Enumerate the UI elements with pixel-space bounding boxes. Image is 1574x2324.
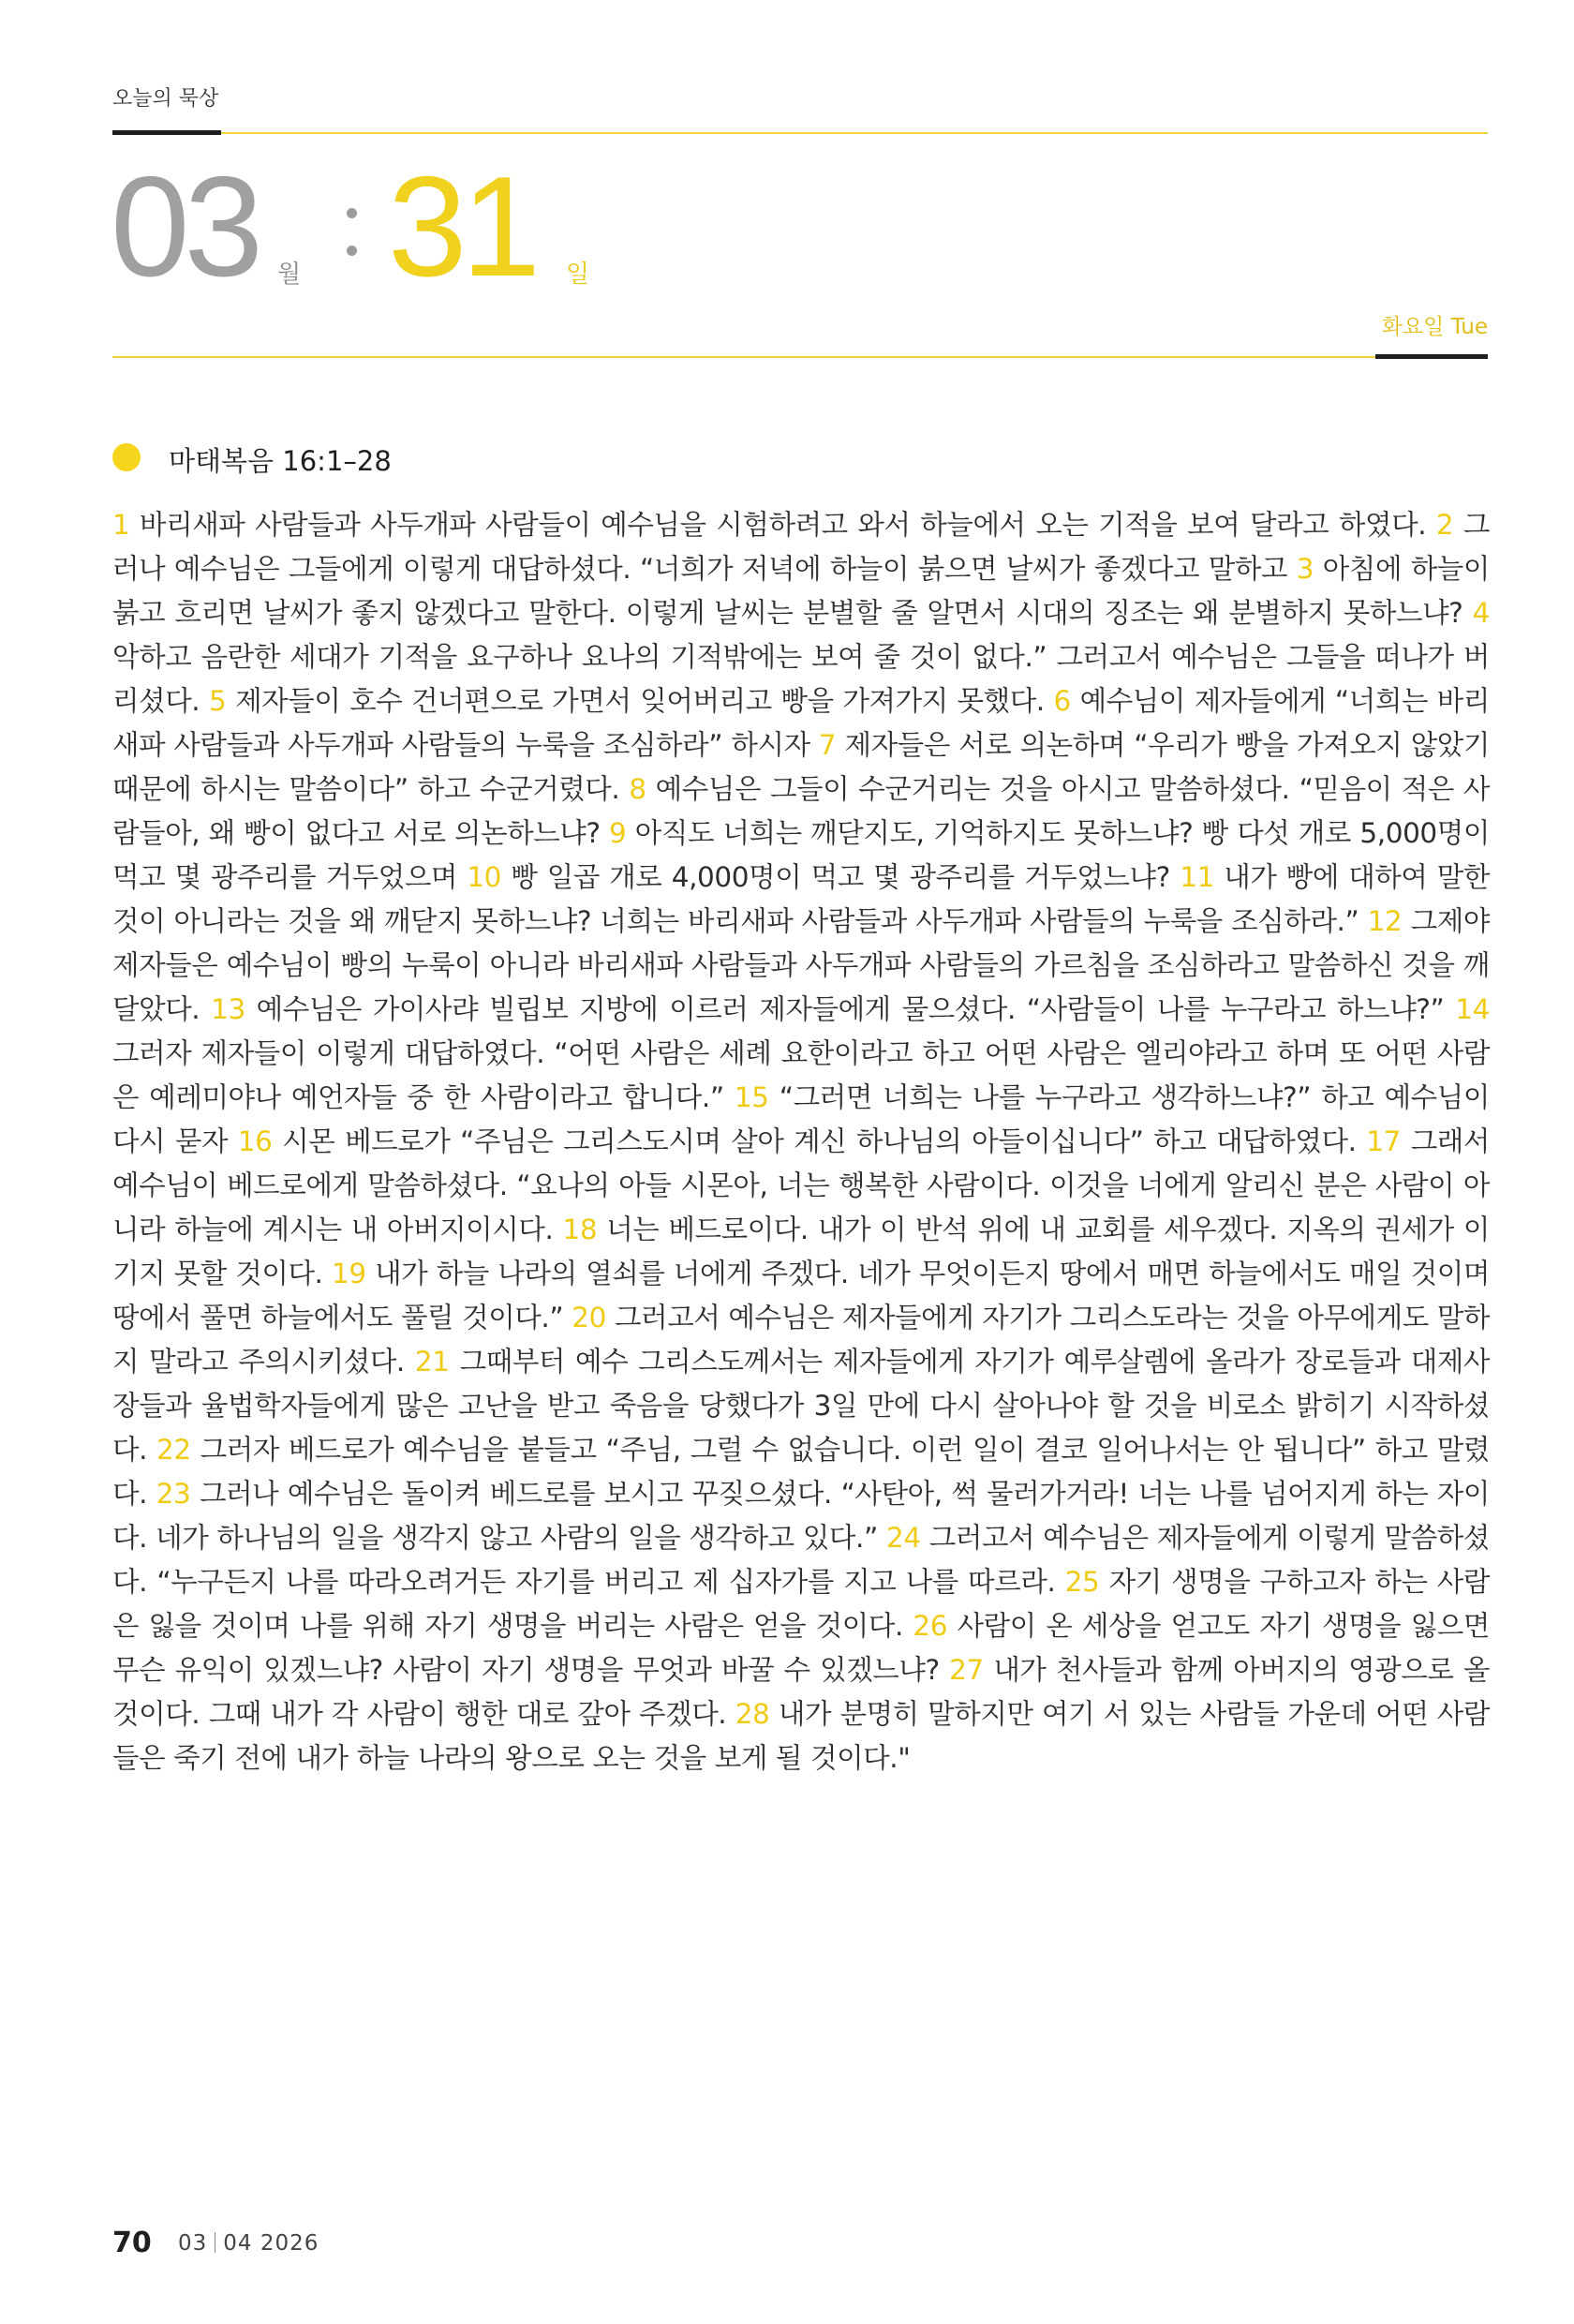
verse-number: 4 (1472, 597, 1490, 629)
weekday-label: 화요일 Tue (1381, 315, 1488, 339)
verse-number: 28 (735, 1698, 770, 1730)
verse-number: 19 (331, 1258, 366, 1289)
verse-text: 바리새파 사람들과 사두개파 사람들이 예수님을 시험하려고 와서 하늘에서 오는 기적을 보여 달라고 하였다. (129, 509, 1436, 541)
verse-text: 너는 베드로이다. 내가 이 반석 위에 내 교회를 세우겠다. 지옥의 권세가 이기지 못할 것이다. (112, 1214, 1490, 1289)
verse-text: 그러자 제자들이 이렇게 대답하였다. “어떤 사람은 세례 요한이라고 하고 어떤 사람은 엘리야라고 하며 또 어떤 사람은 예레미야나 예언자들 중 한 사람이라고 합니다.” (112, 1037, 1490, 1113)
verse-number: 16 (237, 1125, 273, 1157)
verse-text: 내가 하늘 나라의 열쇠를 너에게 주겠다. 네가 무엇이든지 땅에서 매면 하늘에서도 매일 것이며 땅에서 풀면 하늘에서도 풀릴 것이다.” (112, 1258, 1491, 1333)
verse-number: 18 (562, 1214, 598, 1245)
verse-text: 내가 빵에 대하여 말한 것이 아니라는 것을 왜 깨닫지 못하느냐? 너희는 바리새파 사람들과 사두개파 사람들의 누룩을 조심하라.” (112, 861, 1490, 937)
verse-text: 악하고 음란한 세대가 기적을 요구하나 요나의 기적밖에는 보여 줄 것이 없다.” 그러고서 예수님은 그들을 떠나가 버리셨다. (112, 641, 1490, 717)
verse-text: 제자들은 서로 의논하며 “우리가 빵을 가져오지 않았기 때문에 하시는 말씀이다” 하고 수군거렸다. (112, 729, 1490, 805)
verse-text: 자기 생명을 구하고자 하는 사람은 잃을 것이며 나를 위해 자기 생명을 버리는 사람은 얻을 것이다. (112, 1566, 1490, 1642)
verse-number: 10 (467, 861, 502, 893)
verse-text: 빵 일곱 개로 4,000명이 먹고 몇 광주리를 거두었느냐? (501, 861, 1180, 893)
header-rule (112, 356, 1488, 358)
verse-number: 8 (629, 773, 646, 805)
verse-number: 3 (1296, 553, 1314, 585)
verse-number: 14 (1455, 993, 1490, 1025)
verse-number: 22 (156, 1434, 191, 1466)
verse-number: 7 (818, 729, 837, 761)
verse-number: 15 (734, 1081, 769, 1113)
verse-text: 그러고서 예수님은 제자들에게 자기가 그리스도라는 것을 아무에게도 말하지 말라고 주의시키셨다. (112, 1302, 1491, 1378)
verse-text: 아침에 하늘이 붉고 흐리면 날씨가 좋지 않겠다고 말한다. 이렇게 날씨는 분별할 줄 알면서 시대의 징조는 왜 분별하지 못하느냐? (112, 553, 1491, 629)
verse-number: 1 (112, 509, 130, 541)
verse-number: 12 (1367, 905, 1403, 937)
verse-number: 20 (572, 1302, 607, 1333)
verse-number: 17 (1366, 1125, 1402, 1157)
date-colon-dot-bottom (347, 246, 357, 256)
verse-text: 아직도 너희는 깨닫지도, 기억하지도 못하느냐? 빵 다섯 개로 5,000명이 먹고 몇 광주리를 거두었으며 (112, 817, 1490, 893)
verse-text: 그러나 예수님은 그들에게 이렇게 대답하셨다. “너희가 저녁에 하늘이 붉으면 날씨가 좋겠다고 말하고 (112, 509, 1490, 585)
date-colon-dot-top (347, 208, 357, 218)
verse-text: 그러나 예수님은 돌이켜 베드로를 보시고 꾸짖으셨다. “사탄아, 썩 물러가거라! 너는 나를 넘어지게 하는 자이다. 네가 하나님의 일을 생각지 않고 사람의 일을 생각하고 있다.” (112, 1478, 1490, 1554)
verse-text: 그러고서 예수님은 제자들에게 이렇게 말씀하셨다. “누구든지 나를 따라오려거든 자기를 버리고 제 십자가를 지고 나를 따르라. (112, 1522, 1490, 1598)
verse-text: 그때부터 예수 그리스도께서는 제자들에게 자기가 예루살렘에 올라가 장로들과 대제사장들과 율법학자들에게 많은 고난을 받고 죽음을 당했다가 3일 만에 다시 살아나야 할 것을 비로소 밝히기 시작하셨다. (112, 1346, 1490, 1466)
verse-text: 그러자 베드로가 예수님을 붙들고 “주님, 그럴 수 없습니다. 이런 일이 결코 일어나서는 안 됩니다” 하고 말렸다. (112, 1434, 1490, 1510)
date-day: 31 (388, 147, 536, 306)
verse-number: 27 (949, 1654, 984, 1686)
verse-number: 11 (1180, 861, 1214, 893)
verse-text: 사람이 온 세상을 얻고도 자기 생명을 잃으면 무슨 유익이 있겠느냐? 사람이 자기 생명을 무엇과 바꿀 수 있겠느냐? (112, 1610, 1490, 1686)
verse-number: 9 (609, 817, 627, 849)
section-label: 오늘의 묵상 (112, 87, 219, 111)
date-month-unit: 월 (277, 261, 302, 289)
verse-text: 예수님이 제자들에게 “너희는 바리새파 사람들과 사두개파 사람들의 누룩을 조심하라” 하시자 (112, 685, 1490, 761)
verse-number: 24 (885, 1522, 921, 1554)
header-rule-accent (1375, 354, 1488, 359)
top-rule-accent (112, 130, 221, 135)
scripture-body (112, 503, 1490, 1780)
verse-number: 23 (156, 1478, 191, 1510)
footer-page-number: 70 (112, 2227, 152, 2259)
passage-reference: 마태복음 16:1–28 (169, 445, 392, 477)
verse-text: 내가 분명히 말하지만 여기 서 있는 사람들 가운데 어떤 사람들은 죽기 전에 내가 하늘 나라의 왕으로 오는 것을 보게 될 것이다." (112, 1698, 1490, 1774)
date-day-unit: 일 (566, 261, 590, 289)
verse-text: 예수님은 가이사랴 빌립보 지방에 이르러 제자들에게 물으셨다. “사람들이 나를 누구라고 하느냐?” (245, 993, 1456, 1025)
verse-text: “그러면 너희는 나를 누구라고 생각하느냐?” 하고 예수님이 다시 묻자 (112, 1081, 1490, 1157)
verse-text: 그래서 예수님이 베드로에게 말씀하셨다. “요나의 아들 시몬아, 너는 행복한 사람이다. 이것을 너에게 알리신 분은 사람이 아니라 하늘에 계시는 내 아버지이시다. (112, 1125, 1490, 1245)
top-rule (112, 132, 1488, 134)
verse-number: 25 (1064, 1566, 1100, 1598)
verse-number: 21 (414, 1346, 450, 1378)
verse-number: 5 (208, 685, 227, 717)
verse-number: 26 (913, 1610, 948, 1642)
verse-text: 그제야 제자들은 예수님이 빵의 누룩이 아니라 바리새파 사람들과 사두개파 사람들의 가르침을 조심하라고 말씀하신 것을 깨달았다. (112, 905, 1490, 1025)
verse-number: 6 (1053, 685, 1071, 717)
verse-number: 13 (211, 993, 245, 1025)
footer-issue-period: 04 2026 (223, 2231, 319, 2256)
verse-text: 내가 천사들과 함께 아버지의 영광으로 올 것이다. 그때 내가 각 사람이 행한 대로 갚아 주겠다. (112, 1654, 1490, 1730)
verse-text: 예수님은 그들이 수군거리는 것을 아시고 말씀하셨다. “믿음이 적은 사람들아, 왜 빵이 없다고 서로 의논하느냐? (112, 773, 1490, 849)
date-month: 03 (111, 147, 259, 306)
verse-text: 제자들이 호수 건너편으로 가면서 잊어버리고 빵을 가져가지 못했다. (226, 685, 1054, 717)
footer-issue-month: 03 (178, 2231, 208, 2256)
verse-number: 2 (1435, 509, 1454, 541)
verse-text: 시몬 베드로가 “주님은 그리스도시며 살아 계신 하나님의 아들이십니다” 하고 대답하였다. (272, 1125, 1367, 1157)
footer-issue (178, 2231, 319, 2256)
passage-bullet-icon (112, 443, 141, 471)
